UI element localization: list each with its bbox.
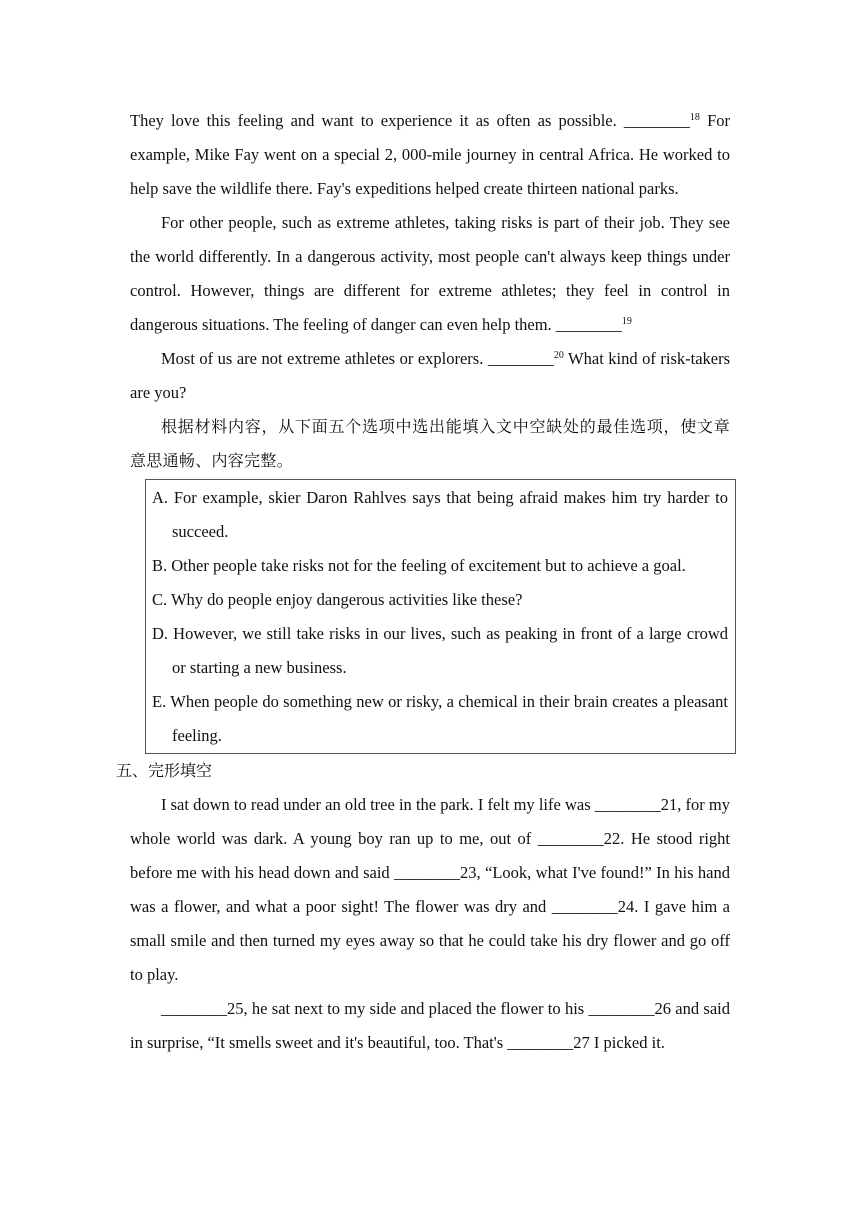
paragraph-text: For other people, such as extreme athletes, taking risks is part of their job. They see the world differently. In a dangerous activity, most people can't always keep things under control. However, things are different for extreme athletes; they feel in control in dangerous situations. The feeling of danger can even help them. (130, 213, 730, 334)
paragraph-text: Most of us are not extreme athletes or explorers. (161, 349, 488, 368)
cloze-paragraph-2: ________25, he sat next to my side and placed the flower to his ________26 and said in surprise, “It smells sweet and it's beautiful, too. That's ________27 I picked it. (130, 999, 730, 1052)
option-c[interactable]: C. Why do people enjoy dangerous activities like these? (152, 590, 523, 609)
answer-blank-18[interactable]: ________ (623, 111, 690, 130)
answer-blank-20[interactable]: ________ (487, 349, 554, 368)
reading-paragraph-1 (130, 104, 730, 206)
option-e[interactable]: E. When people do something new or risky, a chemical in their brain creates a pleasant feeling. (152, 692, 728, 745)
blank-number-18: 18 (689, 112, 700, 123)
option-a[interactable]: A. For example, skier Daron Rahlves says that being afraid makes him try harder to succeed. (152, 488, 728, 541)
option-b[interactable]: B. Other people take risks not for the feeling of excitement but to achieve a goal. (152, 556, 686, 575)
paragraph-text: They love this feeling and want to experience it as often as possible. (130, 111, 624, 130)
task-instruction: 根据材料内容，从下面五个选项中选出能填入文中空缺处的最佳选项，使文章意思通畅、内容完整。 (130, 417, 730, 470)
paragraph-text: For example, Mike Fay went on a special 2, 000-mile journey in central Africa. He worked to help save the wildlife there. Fay's expeditions helped create thirteen national parks. (130, 111, 730, 198)
reading-paragraph-3 (130, 342, 730, 410)
blank-number-19: 19 (621, 316, 632, 327)
blank-number-20: 20 (553, 350, 564, 361)
option-d[interactable]: D. However, we still take risks in our lives, such as peaking in front of a large crowd or starting a new business. (152, 624, 728, 677)
section-heading: 五、完形填空 (116, 761, 213, 780)
cloze-paragraph-1: I sat down to read under an old tree in the park. I felt my life was ________21, for my whole world was dark. A young boy ran up to me, out of ________22. He stood right before me with his head down and said ________23, “Look, what I've found!” In his hand was a flower, and what a poor sight! The flower was dry and ________24. I gave him a small smile and then turned my eyes away so that he could take his dry flower and go off to play. (130, 795, 730, 984)
options-box (145, 479, 736, 754)
paragraph-text: What kind of risk-takers are you? (130, 349, 731, 402)
answer-blank-19[interactable]: ________ (555, 315, 622, 334)
document-page (116, 104, 731, 1060)
reading-paragraph-2 (130, 206, 730, 342)
